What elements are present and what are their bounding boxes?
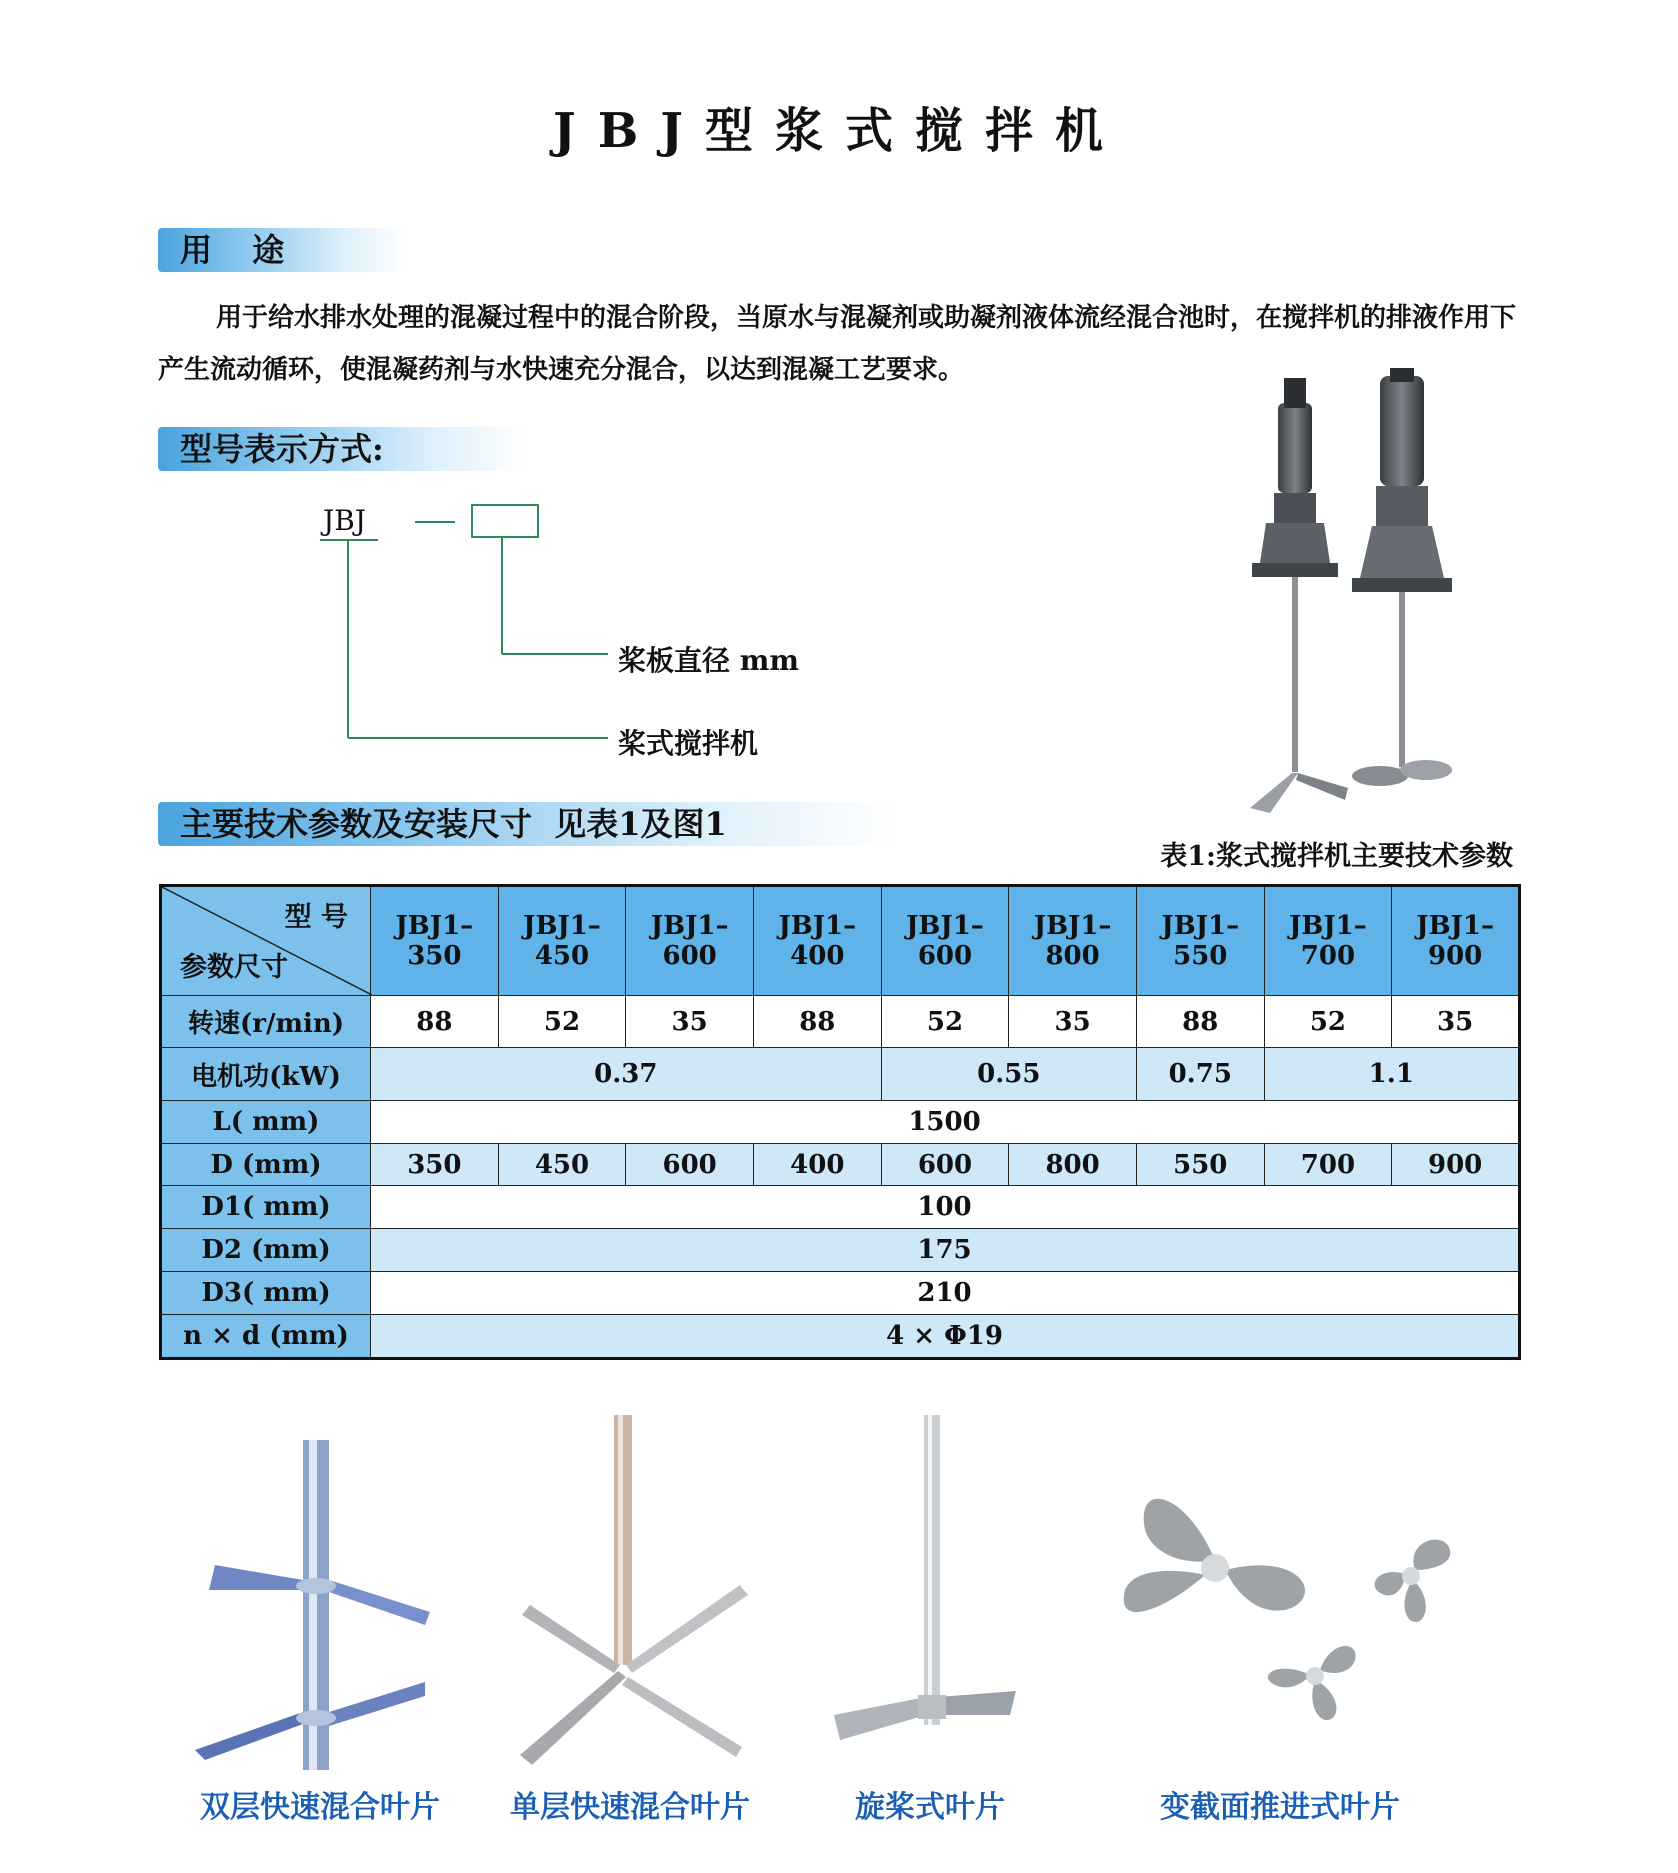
- corner-param-label: 参数尺寸: [180, 952, 288, 983]
- speed-cell: 88: [753, 996, 881, 1048]
- speed-cell: 35: [1392, 996, 1520, 1048]
- D-cell: 550: [1136, 1143, 1264, 1186]
- row-label-speed: 转速(r/min): [161, 996, 371, 1048]
- row-label-D1: D1( mm): [161, 1186, 371, 1229]
- speed-cell: 52: [881, 996, 1009, 1048]
- corner-cell: [161, 886, 371, 996]
- row-label-power: 电机功(kW): [161, 1048, 371, 1100]
- section-model-notation: [158, 427, 528, 471]
- row-speed: [161, 996, 1520, 1048]
- corner-model-label: 型 号: [284, 902, 348, 933]
- speed-cell: 88: [371, 996, 499, 1048]
- power-cell: 0.75: [1136, 1048, 1264, 1100]
- section-tech-params: [158, 802, 898, 846]
- nd-cell: 4 × Φ19: [371, 1314, 1520, 1358]
- variable-section-propeller-image: [1105, 1470, 1485, 1750]
- usage-text: 用于给水排水处理的混凝过程中的混合阶段，当原水与混凝剂或助凝剂液体流经混合池时，在搅拌机的排液作用下产生流动循环，使混凝药剂与水快速充分混合，以达到混凝工艺要求。: [158, 303, 1517, 385]
- section-usage-label: 用 途: [180, 231, 291, 269]
- D-cell: 700: [1264, 1143, 1392, 1186]
- D-cell: 900: [1392, 1143, 1520, 1186]
- model-cell: JBJ1– 350: [371, 886, 499, 996]
- speed-cell: 52: [1264, 996, 1392, 1048]
- section-usage: [158, 228, 408, 272]
- row-power: [161, 1048, 1520, 1100]
- caption-single-layer: 单层快速混合叶片: [510, 1790, 750, 1825]
- speed-cell: 35: [626, 996, 754, 1048]
- D-cell: 400: [753, 1143, 881, 1186]
- row-D: [161, 1143, 1520, 1186]
- model-cell: JBJ1– 400: [753, 886, 881, 996]
- D-cell: 600: [881, 1143, 1009, 1186]
- mixer-photo: [1230, 368, 1490, 818]
- model-cell: JBJ1– 800: [1009, 886, 1137, 996]
- speed-cell: 35: [1009, 996, 1137, 1048]
- label-paddle-diameter: 桨板直径 mm: [618, 644, 800, 677]
- D3-cell: 210: [371, 1272, 1520, 1315]
- row-label-D3: D3( mm): [161, 1272, 371, 1315]
- single-layer-blade-image: [510, 1415, 750, 1775]
- model-cell: JBJ1– 600: [881, 886, 1009, 996]
- speed-cell: 52: [498, 996, 626, 1048]
- row-nd: [161, 1314, 1520, 1358]
- parameters-table: [159, 884, 1521, 1360]
- caption-propeller: 旋桨式叶片: [855, 1790, 1005, 1825]
- row-D2: [161, 1229, 1520, 1272]
- section-model-notation-label: 型号表示方式:: [180, 430, 384, 468]
- row-label-D: D (mm): [161, 1143, 371, 1186]
- diameter-box: [472, 505, 538, 537]
- model-cell: JBJ1– 700: [1264, 886, 1392, 996]
- L-cell: 1500: [371, 1100, 1520, 1143]
- D-cell: 600: [626, 1143, 754, 1186]
- row-label-nd: n × d (mm): [161, 1314, 371, 1358]
- caption-variable-section: 变截面推进式叶片: [1160, 1790, 1400, 1825]
- speed-cell: 88: [1136, 996, 1264, 1048]
- section-tech-params-label: 主要技术参数及安装尺寸 见表1及图1: [180, 805, 727, 843]
- propeller-blade-image: [830, 1415, 1020, 1755]
- D1-cell: 100: [371, 1186, 1520, 1229]
- label-paddle-mixer: 桨式搅拌机: [618, 727, 759, 760]
- double-layer-blade-image: [185, 1440, 445, 1770]
- caption-double-layer: 双层快速混合叶片: [200, 1790, 440, 1825]
- D2-cell: 175: [371, 1229, 1520, 1272]
- row-D1: [161, 1186, 1520, 1229]
- row-label-D2: D2 (mm): [161, 1229, 371, 1272]
- row-D3: [161, 1272, 1520, 1315]
- model-cell: JBJ1– 900: [1392, 886, 1520, 996]
- D-cell: 350: [371, 1143, 499, 1186]
- row-L: [161, 1100, 1520, 1143]
- model-cell: JBJ1– 450: [498, 886, 626, 996]
- power-cell: 0.55: [881, 1048, 1136, 1100]
- table-caption: 表1:浆式搅拌机主要技术参数: [1160, 841, 1513, 872]
- power-cell: 0.37: [371, 1048, 882, 1100]
- power-cell: 1.1: [1264, 1048, 1519, 1100]
- row-label-L: L( mm): [161, 1100, 371, 1143]
- model-cell: JBJ1– 550: [1136, 886, 1264, 996]
- D-cell: 800: [1009, 1143, 1137, 1186]
- model-cell: JBJ1– 600: [626, 886, 754, 996]
- table-header-row: [161, 886, 1520, 996]
- page-title: JBJ型浆式搅拌机: [553, 103, 1125, 159]
- D-cell: 450: [498, 1143, 626, 1186]
- model-prefix: JBJ: [323, 504, 367, 537]
